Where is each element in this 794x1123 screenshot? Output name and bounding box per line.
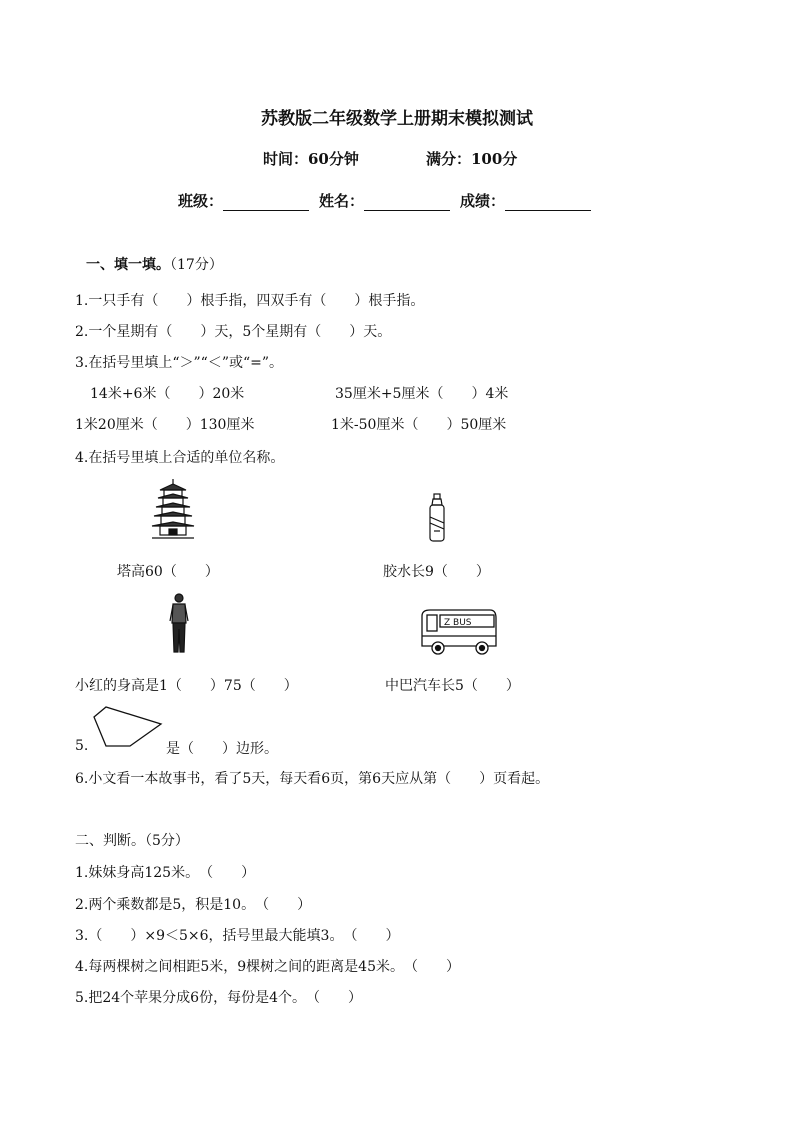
exam-time: 时间：60分钟 bbox=[263, 150, 359, 168]
question-2-1: 1.妹妹身高125米。 （ ） bbox=[75, 865, 256, 881]
grade-label: 成绩： bbox=[460, 192, 506, 210]
svg-text:Z BUS: Z BUS bbox=[444, 618, 472, 628]
class-blank[interactable] bbox=[223, 192, 309, 211]
pentagon-shape bbox=[92, 703, 164, 749]
question-1-3: 3.在括号里填上“＞”“＜”或“=”。 bbox=[75, 355, 284, 371]
question-1-3b: 35厘米+5厘米（ ）4米 bbox=[335, 386, 509, 402]
question-1-4-glue: 胶水长9（ ） bbox=[383, 564, 490, 580]
question-1-5-number: 5. bbox=[75, 738, 89, 754]
section1-title: 一、填一填。 bbox=[86, 257, 170, 273]
question-1-3c: 1米20厘米（ ）130厘米 bbox=[75, 417, 255, 433]
section1-score: （17分） bbox=[170, 257, 223, 273]
page-title: 苏教版二年级数学上册期末模拟测试 bbox=[261, 109, 533, 129]
question-2-2: 2.两个乘数都是5，积是10。 （ ） bbox=[75, 897, 312, 913]
question-1-4-tower: 塔高60（ ） bbox=[117, 564, 219, 580]
section2-title: 二、判断。（5分） bbox=[75, 833, 189, 849]
question-2-3: 3.（ ）×9＜5×6，括号里最大能填3。 （ ） bbox=[75, 928, 400, 944]
pagoda-icon bbox=[150, 478, 196, 542]
name-label: 姓名： bbox=[319, 192, 365, 210]
question-1-3a: 14米+6米（ ）20米 bbox=[90, 386, 245, 402]
question-2-4: 4.每两棵树之间相距5米，9棵树之间的距离是45米。 （ ） bbox=[75, 959, 460, 975]
student-info-line bbox=[178, 190, 601, 211]
question-1-3d: 1米-50厘米（ ）50厘米 bbox=[331, 417, 507, 433]
question-1-4-bus: 中巴汽车长5（ ） bbox=[385, 678, 520, 694]
person-icon bbox=[168, 593, 190, 655]
full-score: 满分：100分 bbox=[426, 150, 518, 168]
name-blank[interactable] bbox=[364, 192, 450, 211]
grade-blank[interactable] bbox=[505, 192, 591, 211]
question-1-4-height: 小红的身高是1（ ）75（ ） bbox=[75, 678, 298, 694]
question-1-6: 6.小文看一本故事书，看了5天，每天看6页，第6天应从第（ ）页看起。 bbox=[75, 771, 550, 787]
bus-icon bbox=[418, 606, 498, 658]
question-1-4: 4.在括号里填上合适的单位名称。 bbox=[75, 450, 285, 466]
question-1-5-text: 是（ ）边形。 bbox=[166, 741, 278, 757]
question-1-2: 2.一个星期有（ ）天，5个星期有（ ）天。 bbox=[75, 324, 392, 340]
question-1-1: 1.一只手有（ ）根手指，四双手有（ ）根手指。 bbox=[75, 293, 425, 309]
question-2-5: 5.把24个苹果分成6份，每份是4个。 （ ） bbox=[75, 990, 362, 1006]
glue-bottle-icon bbox=[425, 493, 449, 543]
class-label: 班级： bbox=[178, 192, 224, 210]
section1-heading bbox=[86, 254, 223, 274]
